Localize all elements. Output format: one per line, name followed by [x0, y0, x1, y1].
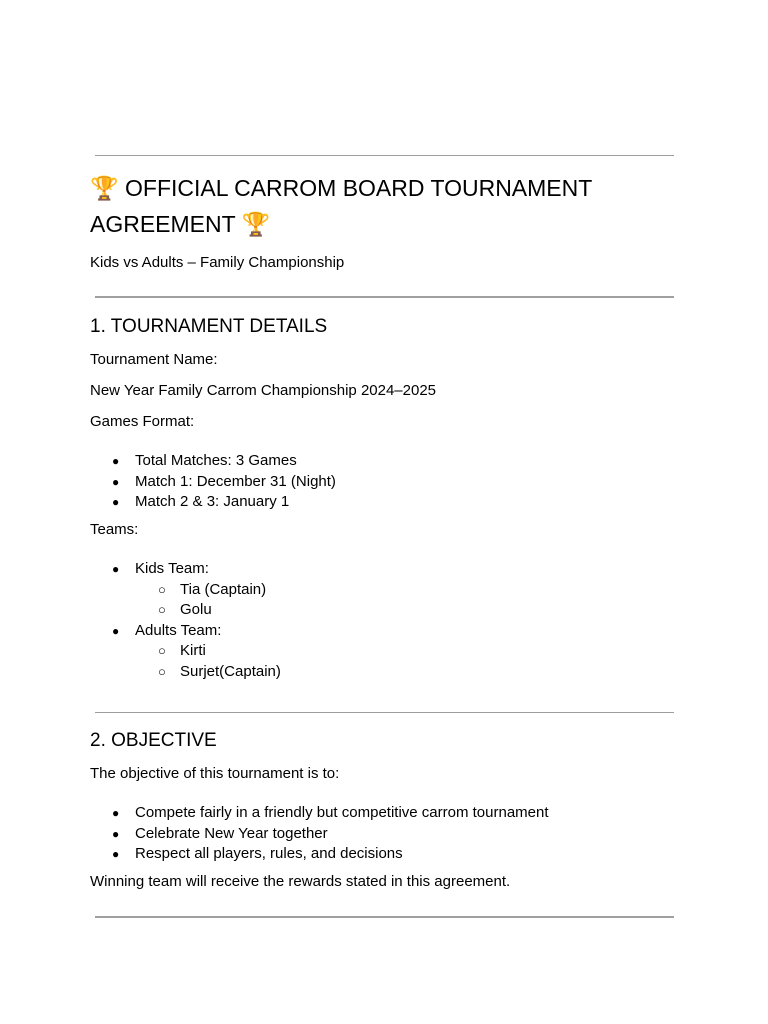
tournament-name-value: New Year Family Carrom Championship 2024–2025: [90, 382, 437, 399]
list-item: [90, 662, 281, 683]
list-item: [90, 844, 549, 865]
list-item: [90, 824, 549, 845]
bullet-icon: ●: [112, 806, 120, 820]
teams-list: [90, 559, 281, 682]
list-item: [90, 451, 336, 472]
hollow-bullet-icon: ○: [158, 643, 166, 658]
bullet-icon: ●: [112, 562, 120, 576]
list-item: [90, 492, 336, 513]
bullet-icon: ●: [112, 847, 120, 861]
bullet-icon: ●: [112, 623, 120, 638]
divider-bottom: [95, 916, 674, 918]
section-heading-objective: 2. OBJECTIVE: [90, 730, 217, 751]
list-item-text: Celebrate New Year together: [135, 824, 328, 842]
games-format-list: [90, 451, 336, 513]
list-item: [90, 600, 281, 621]
teams-label: Teams:: [90, 521, 139, 538]
objective-list: [90, 803, 549, 865]
list-item-text: Compete fairly in a friendly but competitive carrom tournament: [135, 804, 549, 821]
hollow-bullet-icon: ○: [158, 602, 166, 617]
divider-before-objective: [95, 712, 674, 713]
document-title: [90, 170, 680, 242]
document-subtitle: Kids vs Adults – Family Championship: [90, 254, 345, 271]
list-item: [90, 472, 336, 493]
team-member: Tia (Captain): [180, 580, 267, 598]
hollow-bullet-icon: ○: [158, 663, 166, 679]
bullet-icon: ●: [112, 454, 120, 468]
tournament-name-label: Tournament Name:: [90, 351, 218, 368]
hollow-bullet-icon: ○: [158, 581, 166, 597]
list-item: [90, 559, 281, 580]
kids-team-label: Kids Team:: [135, 560, 209, 577]
bullet-icon: ●: [112, 495, 120, 509]
trophy-icon: 🏆: [241, 211, 271, 237]
list-item: [90, 580, 281, 601]
list-item-text: Match 1: December 31 (Night): [135, 472, 336, 490]
document-title-text: OFFICIAL CARROM BOARD TOURNAMENT AGREEMENT: [90, 175, 592, 237]
bullet-icon: ●: [112, 826, 120, 841]
team-member: Golu: [180, 601, 212, 618]
games-format-label: Games Format:: [90, 413, 195, 430]
trophy-icon: 🏆: [90, 175, 119, 201]
divider-top: [95, 155, 674, 156]
list-item: [90, 641, 281, 662]
bullet-icon: ●: [112, 474, 120, 489]
section-heading-tournament-details: 1. TOURNAMENT DETAILS: [90, 316, 328, 337]
adults-team-label: Adults Team:: [135, 621, 222, 639]
team-member: Surjet(Captain): [180, 662, 281, 680]
objective-intro: The objective of this tournament is to:: [90, 765, 340, 782]
list-item: [90, 621, 281, 642]
list-item-text: Respect all players, rules, and decisions: [135, 845, 403, 862]
list-item: [90, 803, 549, 824]
list-item-text: Match 2 & 3: January 1: [135, 493, 290, 510]
divider-after-subtitle: [95, 296, 674, 298]
objective-closing: Winning team will receive the rewards stated in this agreement.: [90, 873, 511, 890]
list-item-text: Total Matches: 3 Games: [135, 452, 297, 469]
team-member: Kirti: [180, 642, 206, 659]
